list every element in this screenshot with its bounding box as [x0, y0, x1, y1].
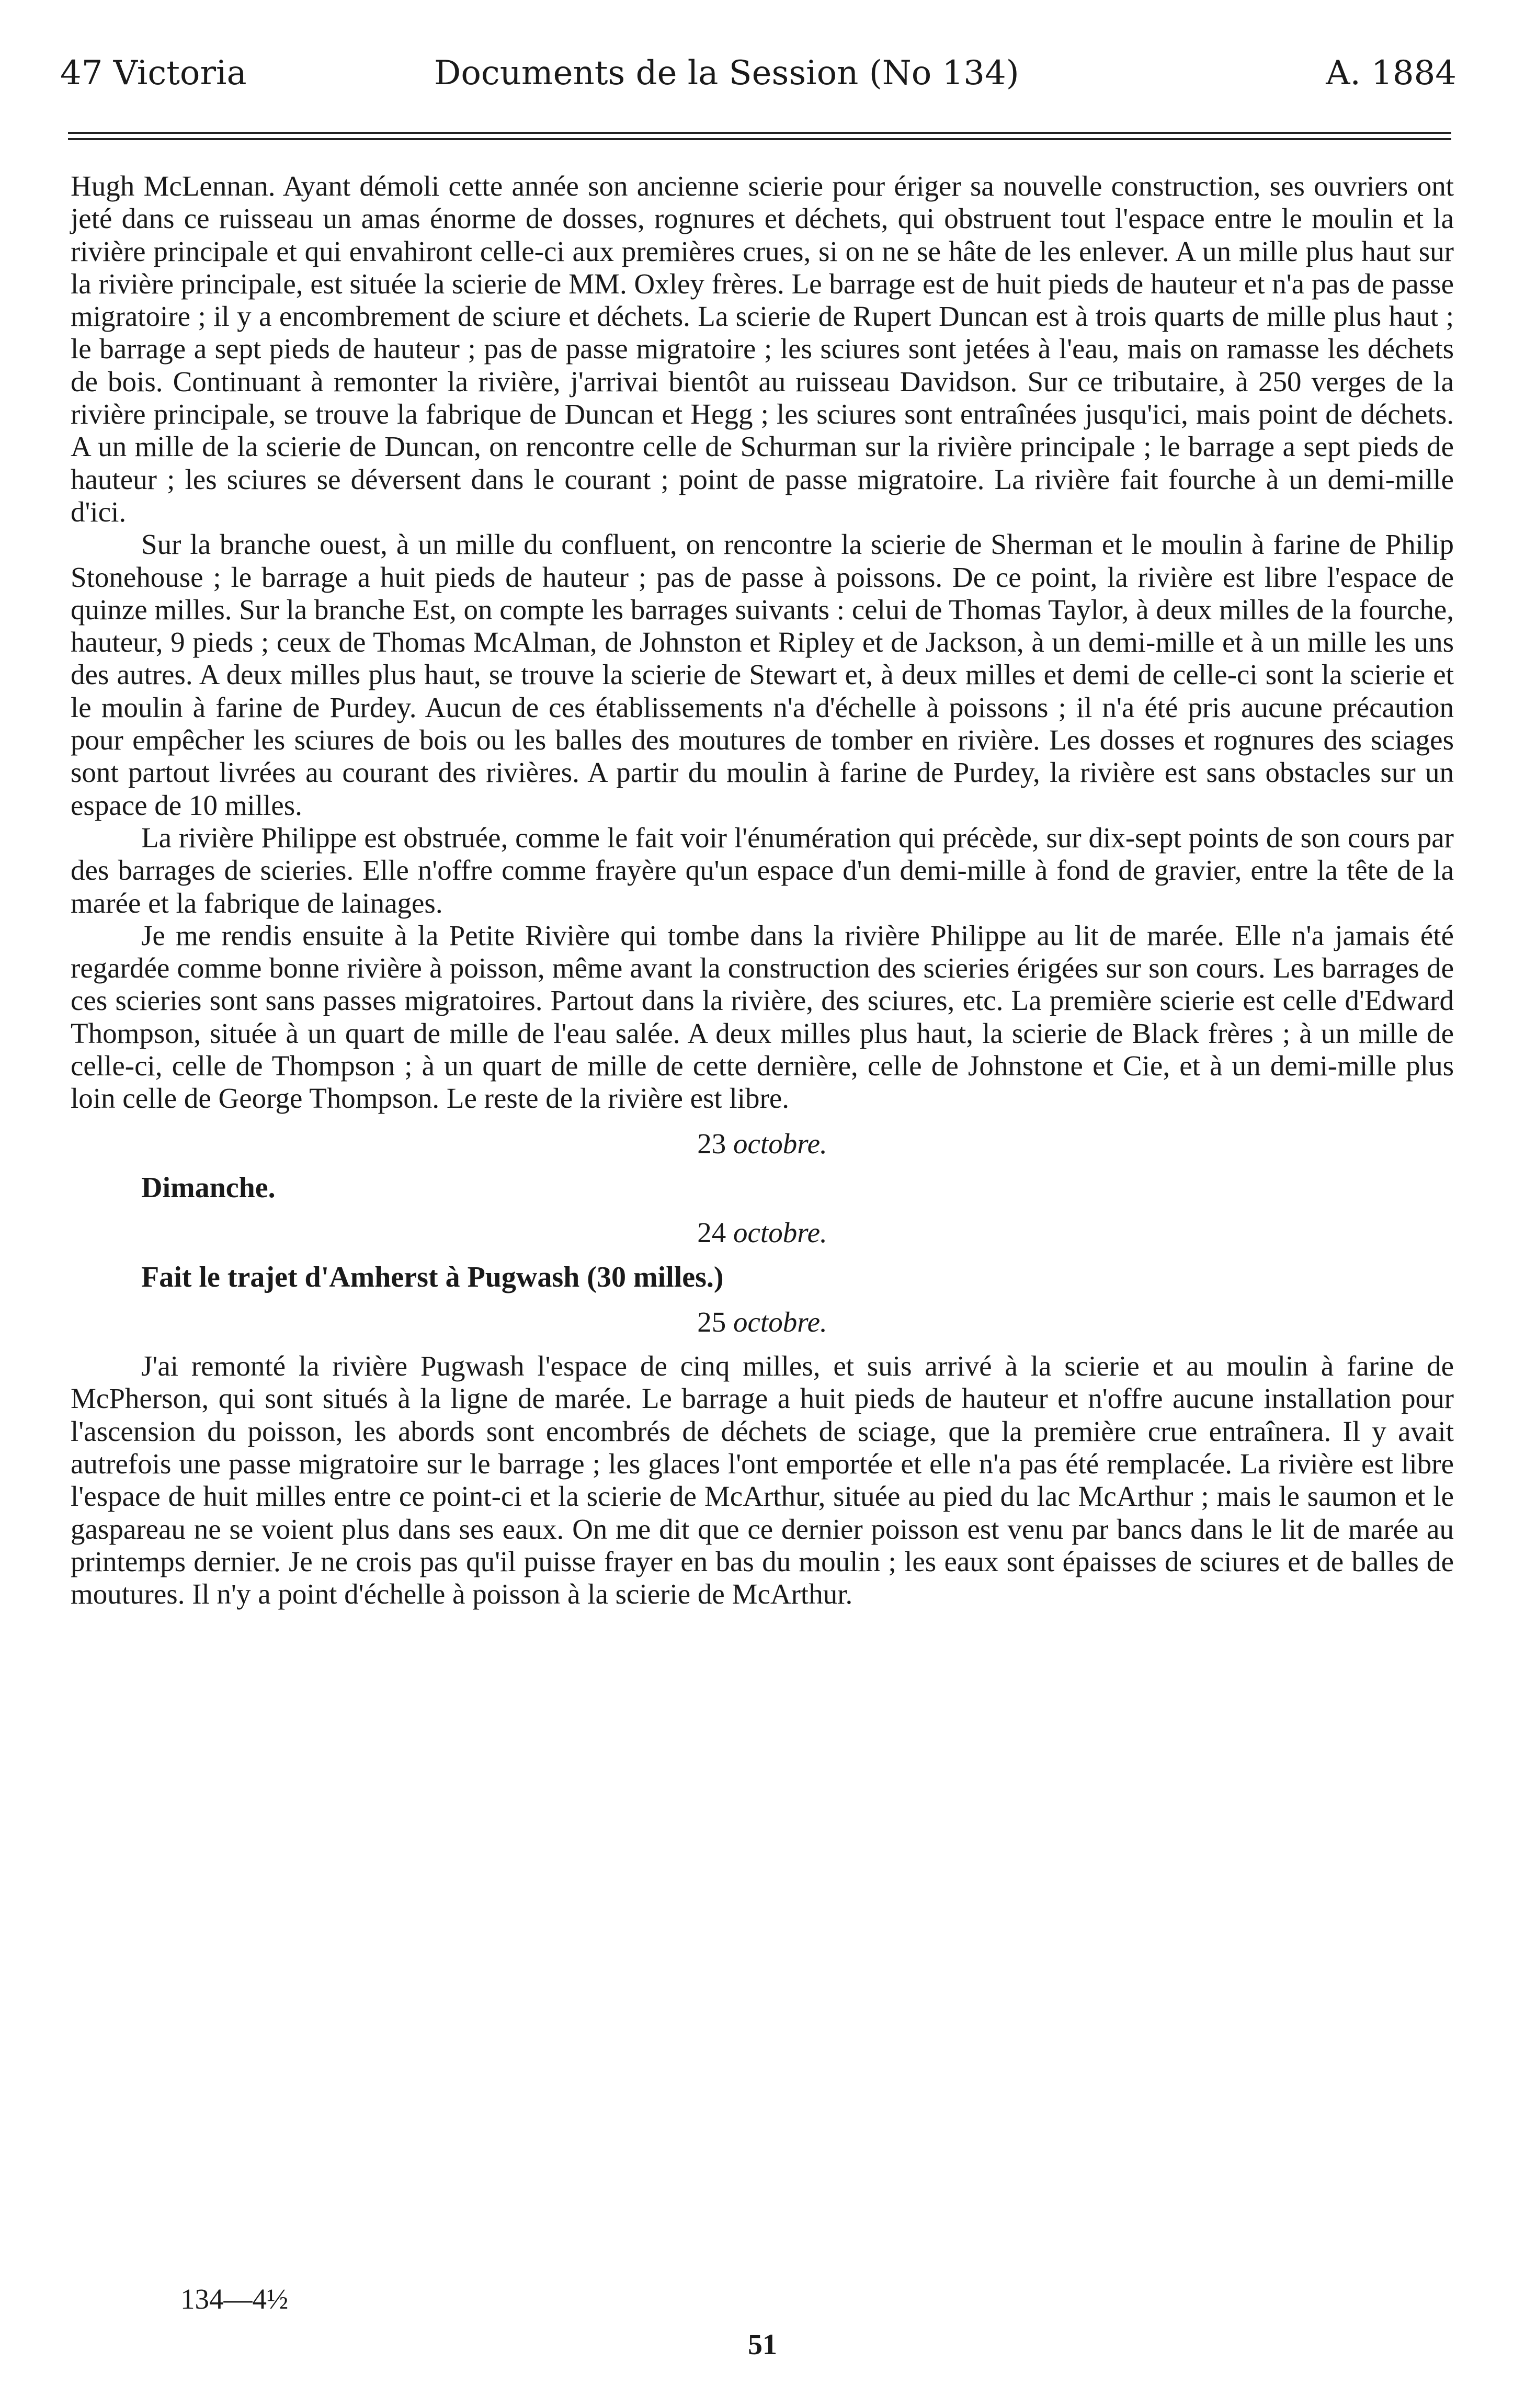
paragraph-riviere-philippe: La rivière Philippe est obstruée, comme le fait voir l'énumération qui précède, sur dix-sept points de son cours par des barrages de scieries. Elle n'offre comme frayère qu'un espace d'un demi-mille à fond de gravier, entre la tête de la marée et la fabrique de lainages. [71, 821, 1454, 919]
date-day: 23 [697, 1127, 726, 1160]
header-title: Documents de la Session (No 134) [434, 54, 1019, 93]
signature-mark: 134—4½ [180, 2283, 289, 2315]
date-month: octobre. [733, 1127, 827, 1160]
header-volume: 47 Victoria [60, 54, 247, 93]
date-day: 24 [697, 1217, 726, 1249]
date-month: octobre. [733, 1217, 827, 1249]
running-header [60, 50, 1456, 97]
paragraph-west-branch: Sur la branche ouest, à un mille du confluent, on rencontre la scierie de Sherman et le moulin à farine de Philip Stonehouse ; le barrage a huit pieds de hauteur ; pas de passe à poissons. De ce point, la rivière est libre l'espace de quinze milles. Sur la branche Est, on compte les barrages suivants : celui de Thomas Taylor, à deux milles de la fourche, hauteur, 9 pieds ; ceux de Thomas McAlman, de Johnston et Ripley et de Jackson, à un demi-mille et à un mille les uns des autres. A deux milles plus haut, se trouve la scierie de Stewart et, à deux milles et demi de celle-ci sont la scierie et le moulin à farine de Purdey. Aucun de ces établissements n'a d'échelle à poissons ; il n'a été pris aucune précaution pour empêcher les sciures de bois ou les balles des moutures de tomber en rivière. Les dosses et rognures des sciages sont partout livrées au courant des rivières. A partir du moulin à farine de Purdey, la rivière est sans obstacles sur un espace de 10 milles. [71, 528, 1454, 821]
body-text [71, 170, 1454, 1610]
date-day: 25 [697, 1305, 726, 1338]
paragraph-mclennan: Hugh McLennan. Ayant démoli cette année son ancienne scierie pour ériger sa nouvelle construction, ses ouvriers ont jeté dans ce ruisseau un amas énorme de dosses, rognures et déchets, qui obstruent tout l'espace entre le moulin et la rivière principale et qui envahiront celle-ci aux premières crues, si on ne se hâte de les enlever. A un mille plus haut sur la rivière principale, est située la scierie de MM. Oxley frères. Le barrage est de huit pieds de hauteur et n'a pas de passe migratoire ; il y a encombrement de sciure et déchets. La scierie de Rupert Duncan est à trois quarts de mille plus haut ; le barrage a sept pieds de hauteur ; pas de passe migratoire ; les sciures sont jetées à l'eau, mais on ramasse les déchets de bois. Continuant à remonter la rivière, j'arrivai bientôt au ruisseau Davidson. Sur ce tributaire, à 250 verges de la rivière principale, se trouve la fabrique de Duncan et Hegg ; les sciures sont entraînées jusqu'ici, mais point de déchets. A un mille de la scierie de Duncan, on rencontre celle de Schurman sur la rivière principale ; le barrage a sept pieds de hauteur ; les sciures se déversent dans le courant ; point de passe migratoire. La rivière fait fourche à un demi-mille d'ici. [71, 170, 1454, 528]
entry-dimanche: Dimanche. [141, 1171, 276, 1204]
header-year: A. 1884 [1326, 54, 1456, 93]
paragraph-pugwash: J'ai remonté la rivière Pugwash l'espace de cinq milles, et suis arrivé à la scierie et au moulin à farine de McPherson, qui sont situés à la ligne de marée. Le barrage a huit pieds de hauteur et n'offre aucune installation pour l'ascension du poisson, les abords sont encombrés de déchets de sciage, que la première crue entraînera. Il y avait autrefois une passe migratoire sur le barrage ; les glaces l'ont emportée et elle n'a pas été remplacée. La rivière est libre l'espace de huit milles entre ce point-ci et la scierie de McArthur, située au pied du lac McArthur ; mais le saumon et le gaspareau ne se voient plus dans ses eaux. On me dit que ce dernier poisson est venu par bancs dans le lit de marée au printemps dernier. Je ne crois pas qu'il puisse frayer en bas du moulin ; les eaux sont épaisses de sciures et de balles de moutures. Il n'y a point d'échelle à poisson à la scierie de McArthur. [71, 1350, 1454, 1610]
date-month: octobre. [733, 1305, 827, 1338]
header-rule-bottom [68, 138, 1451, 140]
paragraph-petite-riviere: Je me rendis ensuite à la Petite Rivière qui tombe dans la rivière Philippe au lit de marée. Elle n'a jamais été regardée comme bonne rivière à poisson, même avant la construction des scieries érigées sur son cours. Les barrages de ces scieries sont sans passes migratoires. Partout dans la rivière, des sciures, etc. La première scierie est celle d'Edward Thompson, située à un quart de mille de l'eau salée. A deux milles plus haut, la scierie de Black frères ; à un mille de celle-ci, celle de Thompson ; à un quart de mille de cette dernière, celle de Johnstone et Cie, et à un demi-mille plus loin celle de George Thompson. Le reste de la rivière est libre. [71, 919, 1454, 1115]
date-heading-24 [71, 1217, 1454, 1249]
page-number: 51 [748, 2329, 777, 2361]
entry-amherst-pugwash: Fait le trajet d'Amherst à Pugwash (30 milles.) [141, 1260, 724, 1293]
date-heading-23 [71, 1128, 1454, 1160]
header-rule-top [68, 132, 1451, 134]
date-heading-25 [71, 1306, 1454, 1338]
